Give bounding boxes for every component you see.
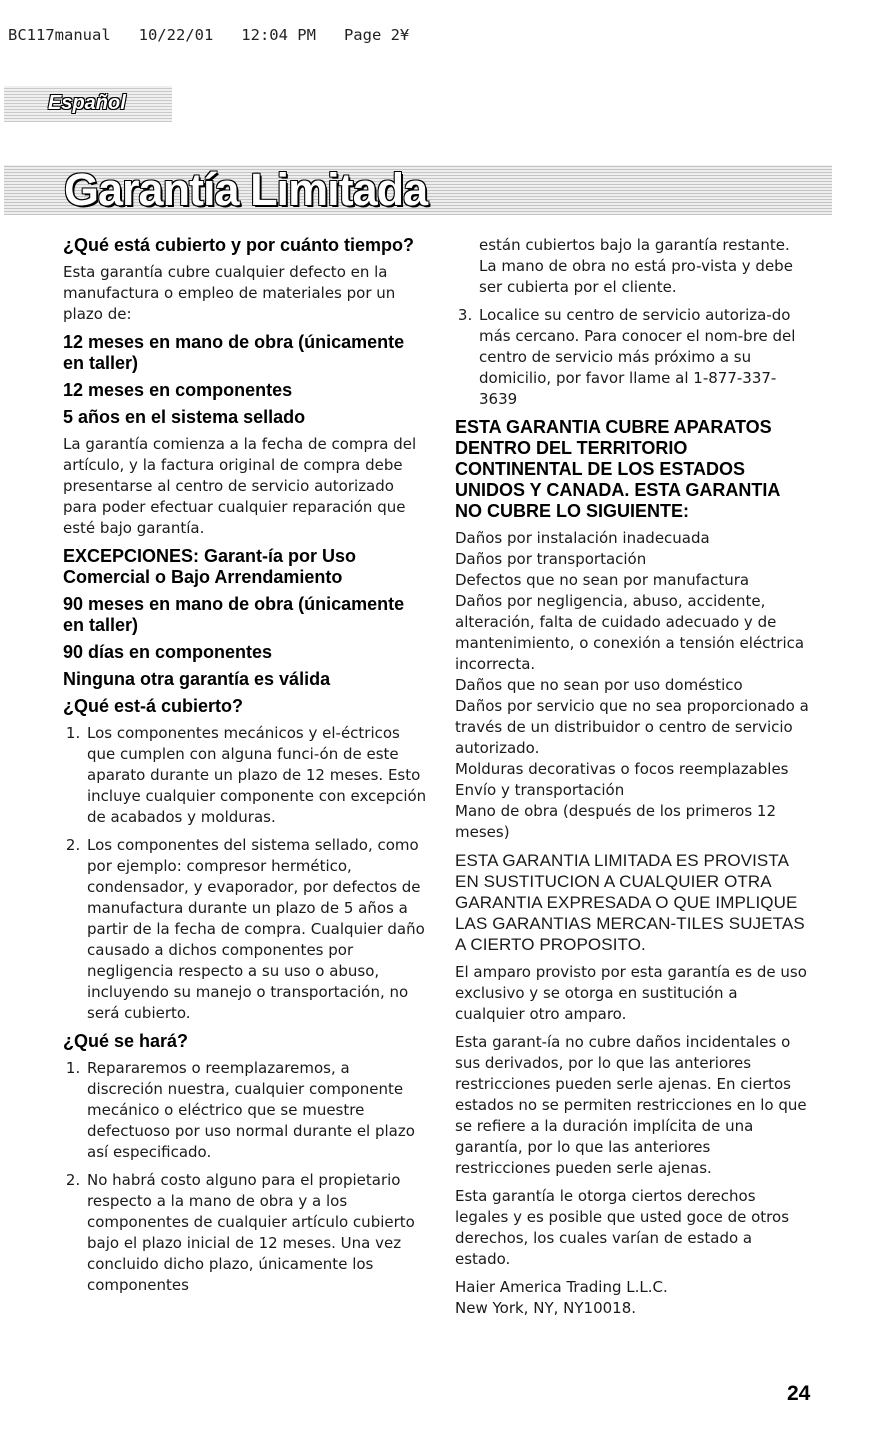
warranty-start-paragraph: La garantía comienza a la fecha de compra del artículo, y la factura original de compra debe presentarse al centro de servicio autorizado para poder efectuar cualquier reparación que esté bajo garantía.	[63, 435, 417, 537]
list-item: Defectos que no sean por manufactura	[455, 571, 750, 589]
list-item: Daños por servicio que no sea proporcionado a través de un distribuidor o centro de servicio autorizado.	[455, 697, 809, 757]
labor-12-months-heading: 12 meses en mano de obra (únicamente en taller)	[63, 332, 405, 373]
list-item: Envío y transportación	[455, 781, 625, 799]
list-item: Mano de obra (después de los primeros 12 meses)	[455, 802, 777, 841]
list-item: 1. Repararemos o reemplazaremos, a discreción nuestra, cualquier componente mecánico o eléctrico que se muestre defectuoso por uso normal durante el plazo así especificado.	[85, 1058, 428, 1163]
page-number: 24	[787, 1382, 811, 1405]
company-name: Haier America Trading L.L.C.	[455, 1278, 668, 1296]
language-tab-label: Español	[48, 92, 126, 114]
service-center-list	[455, 305, 810, 410]
list-item: Daños por negligencia, abuso, accidente, alteración, falta de cuidado adecuado y de mantenimiento, o conexión a tensión eléctrica incorrecta.	[455, 592, 805, 673]
exclusive-remedy-paragraph: El amparo provisto por esta garantía es de uso exclusivo y se otorga en sustitución a cualquier otro amparo.	[455, 963, 807, 1023]
components-12-months-heading: 12 meses en componentes	[63, 380, 293, 400]
continued-paragraph: están cubiertos bajo la garantía restante. La mano de obra no está pro-vista y debe ser cubierta por el cliente.	[479, 236, 793, 296]
incidental-damages-paragraph: Esta garant-ía no cubre daños incidentales o sus derivados, por lo que las anteriores restricciones pueden serle ajenas. En ciertos estados no se permiten restricciones en lo que se refiere a la duración implícita de una garantía, por lo que las anteriores restricciones pueden serle ajenas.	[455, 1033, 807, 1177]
list-item: Daños por instalación inadecuada	[455, 529, 710, 547]
question-coverage-duration: ¿Qué está cubierto y por cuánto tiempo?	[63, 235, 415, 255]
limited-warranty-statement: ESTA GARANTIA LIMITADA ES PROVISTA EN SUSTITUCION A CUALQUIER OTRA GARANTIA EXPRESADA O QUE IMPLIQUE LAS GARANTIAS MERCAN-TILES SUJETAS A CIERTO PROPOSITO.	[455, 851, 805, 954]
labor-90-heading: 90 meses en mano de obra (únicamente en taller)	[63, 594, 405, 635]
print-header: BC117manual 10/22/01 12:04 PM Page 2¥	[8, 26, 410, 44]
list-item: 3. Localice su centro de servicio autoriza-do más cercano. Para conocer el nom-bre del centro de servicio más próximo a su domicilio, por favor llame al 1-877-337-3639	[477, 305, 810, 410]
list-item: Daños por transportación	[455, 550, 647, 568]
page-title: Garantía Limitada	[64, 164, 428, 215]
company-address: New York, NY, NY10018.	[455, 1299, 637, 1317]
covered-list	[63, 723, 428, 1024]
question-what-covered: ¿Qué est-á cubierto?	[63, 696, 244, 716]
exclusions-list	[455, 528, 810, 843]
list-item: Daños que no sean por uso doméstico	[455, 676, 743, 694]
legal-rights-paragraph: Esta garantía le otorga ciertos derechos legales y es posible que usted goce de otros derechos, los cuales varían de estado a estado.	[455, 1187, 790, 1268]
list-item: 2. Los componentes del sistema sellado, como por ejemplo: compresor hermético, condensador, y evaporador, por defectos de manufactura durante un plazo de 5 años a partir de la fecha de compra. Cualquier daño causado a dichos componentes por negligencia respecto a su uso o abuso, incluyendo su manejo o transportación, no será cubierto.	[85, 835, 428, 1024]
right-column	[455, 235, 810, 1319]
coverage-intro: Esta garantía cubre cualquier defecto en la manufactura o empleo de materiales por un plazo de:	[63, 263, 396, 323]
left-column	[63, 235, 428, 1303]
sealed-system-heading: 5 años en el sistema sellado	[63, 407, 306, 427]
list-item: Molduras decorativas o focos reemplazables	[455, 760, 789, 778]
no-other-warranty-heading: Ninguna otra garantía es válida	[63, 669, 331, 689]
exceptions-heading: EXCEPCIONES: Garant-ía por Uso Comercial o Bajo Arrendamiento	[63, 546, 357, 587]
actions-list	[63, 1058, 428, 1296]
list-item: 2. No habrá costo alguno para el propietario respecto a la mano de obra y a los componentes de cualquier artículo cubierto bajo el plazo inicial de 12 meses. Una vez concluido dicho plazo, únicamente los componentes	[85, 1170, 428, 1296]
question-what-will-be-done: ¿Qué se hará?	[63, 1031, 189, 1051]
territory-heading: ESTA GARANTIA CUBRE APARATOS DENTRO DEL TERRITORIO CONTINENTAL DE LOS ESTADOS UNIDOS Y CANADA. ESTA GARANTIA NO CUBRE LO SIGUIENTE:	[455, 417, 780, 521]
components-90-days-heading: 90 días en componentes	[63, 642, 273, 662]
list-item: 1. Los componentes mecánicos y el-éctricos que cumplen con alguna funci-ón de este aparato durante un plazo de 12 meses. Esto incluye cualquier componente con excepción de acabados y molduras.	[85, 723, 428, 828]
